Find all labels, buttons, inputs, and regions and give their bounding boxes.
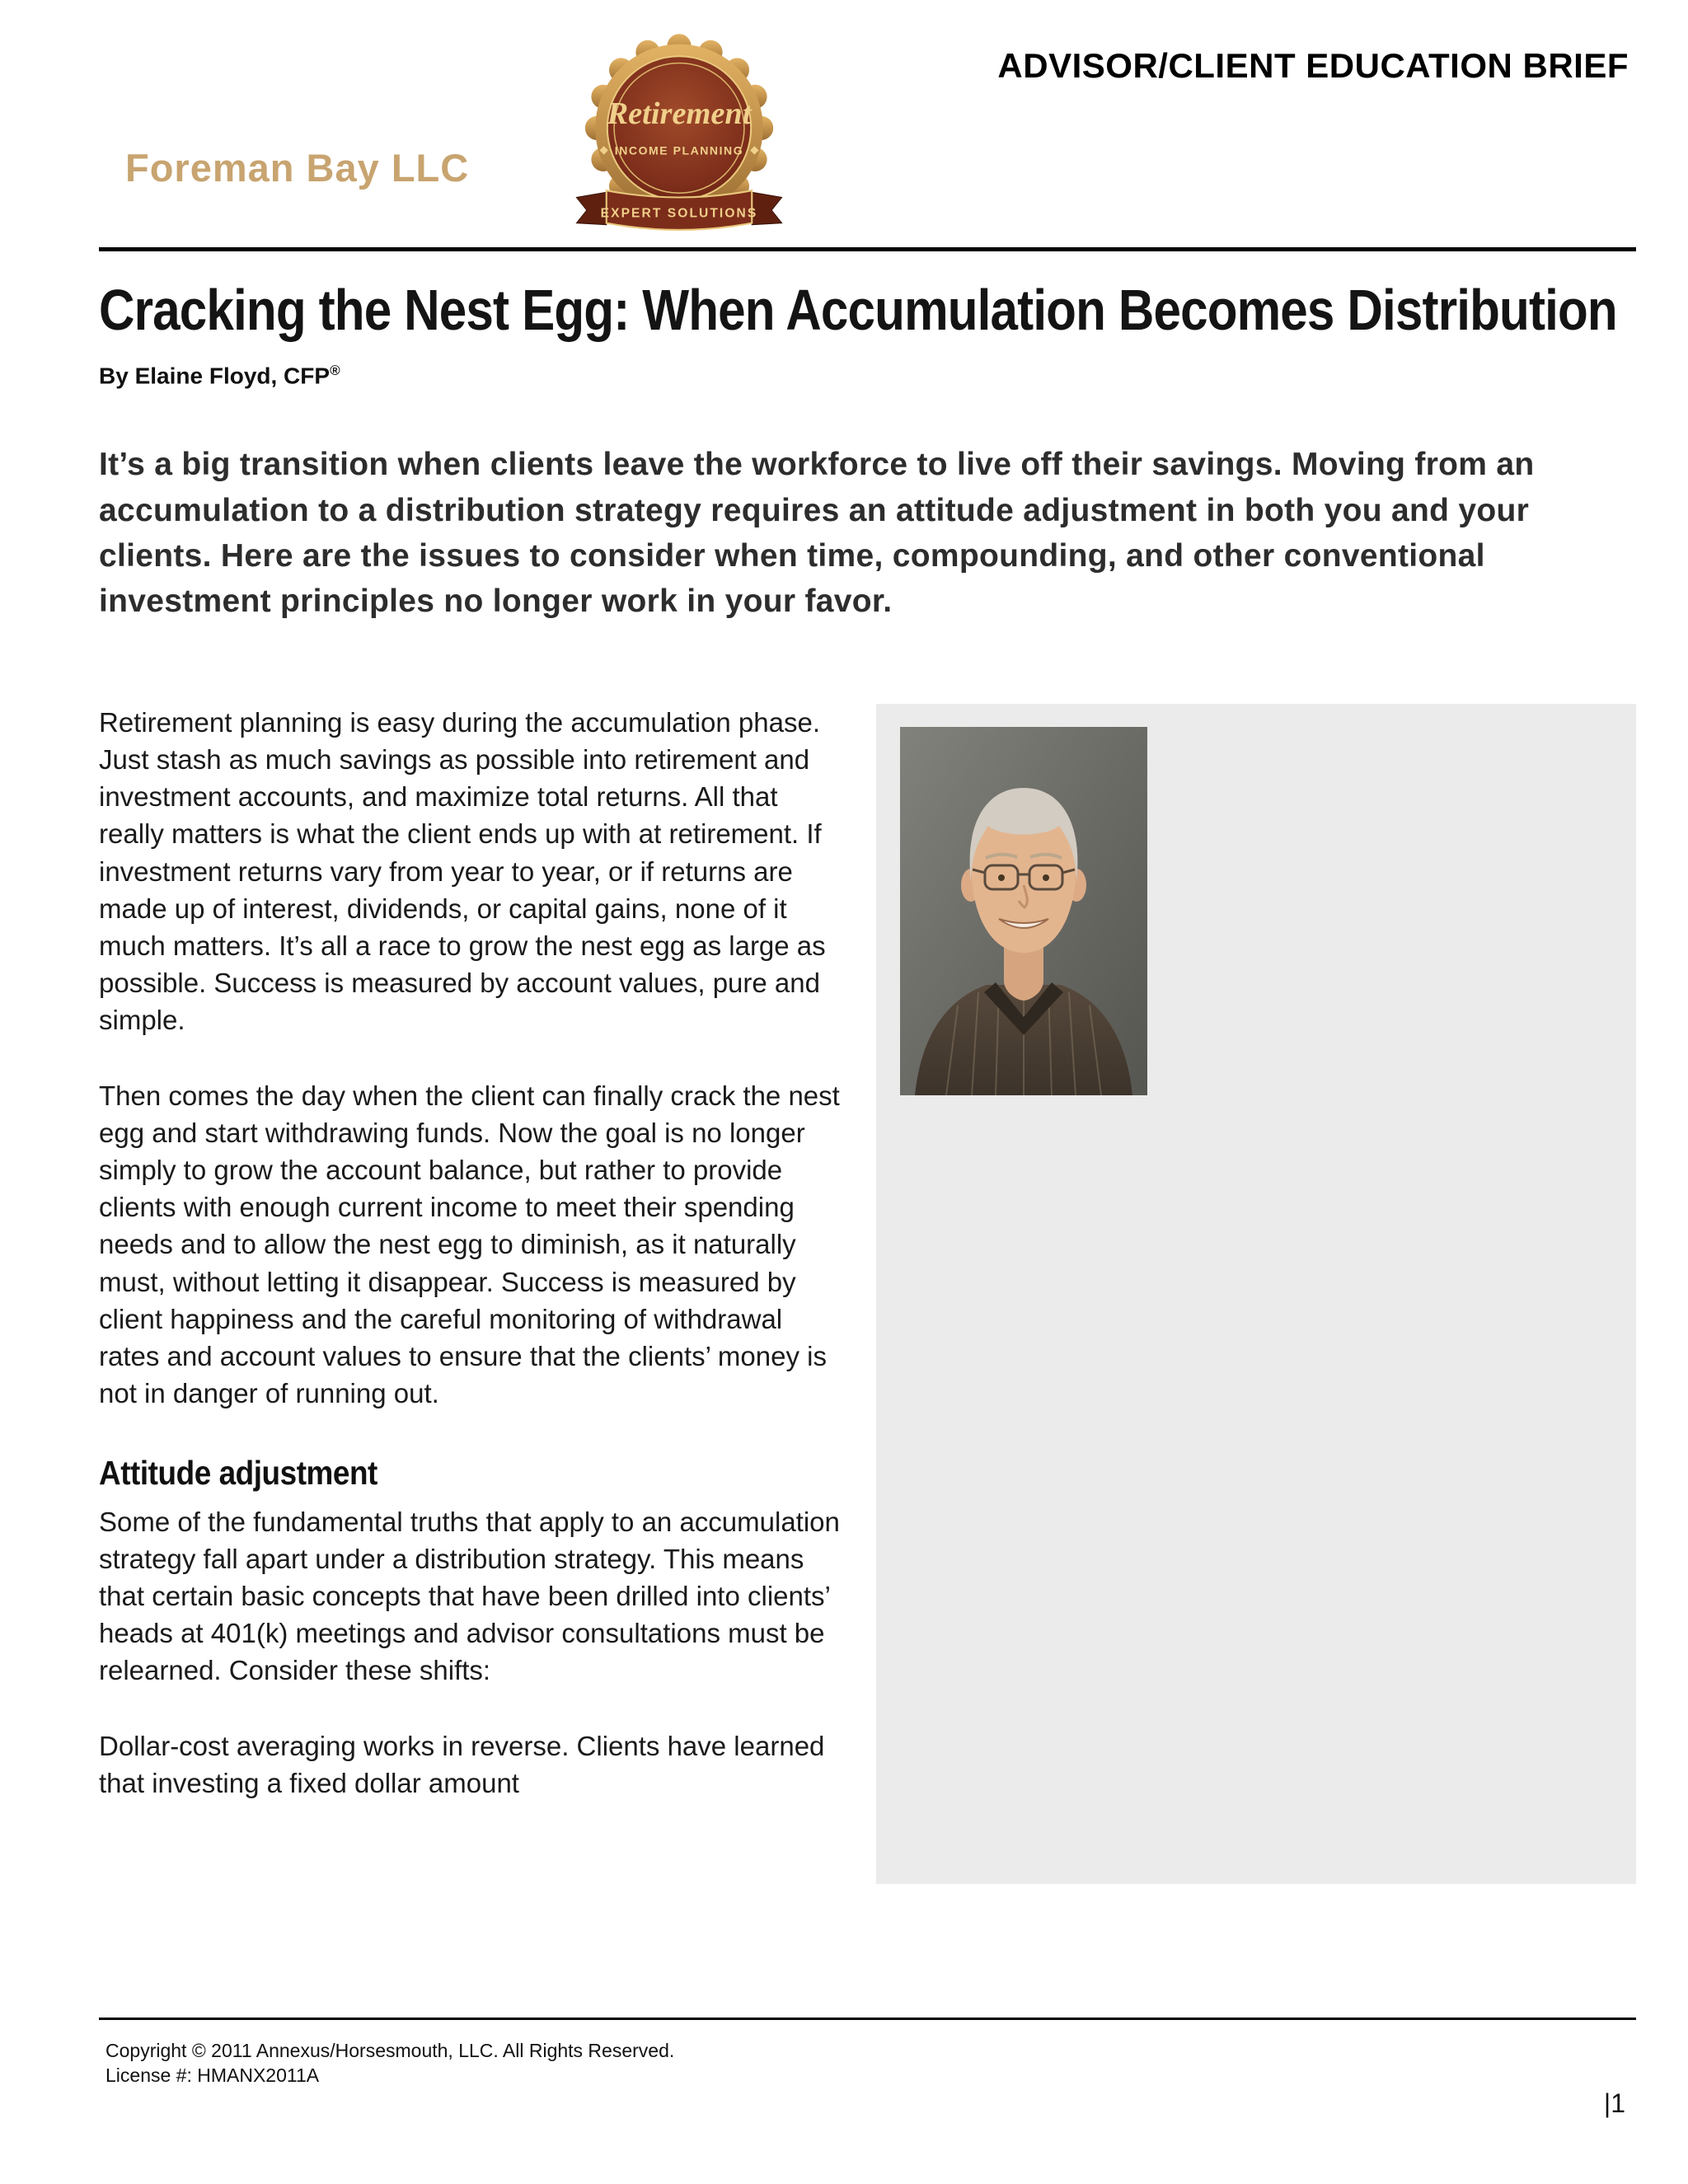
header-divider	[99, 247, 1636, 251]
sidebar-panel	[876, 704, 1636, 1884]
footer-divider	[99, 2018, 1636, 2020]
copyright-line: Copyright © 2011 Annexus/Horsesmouth, LLC. All Rights Reserved.	[106, 2040, 675, 2061]
article-title: Cracking the Nest Egg: When Accumulation Becomes Distribution	[99, 278, 1617, 342]
body-paragraph: Retirement planning is easy during the accumulation phase. Just stash as much savings as possible into retirement and investment accounts, and maximize total returns. All that really matters is what the client ends up with at retirement. If investment returns vary from year to year, or if returns are made up of interest, dividends, or capital gains, none of it much matters. It’s all a race to grow the nest egg as large as possible. Success is measured by account values, pure and simple.	[99, 706, 826, 1036]
badge-title: Retirement	[607, 96, 752, 132]
section-heading: Attitude adjustment	[99, 1454, 377, 1493]
company-name: Foreman Bay LLC	[125, 146, 470, 190]
badge-ribbon-text: EXPERT SOLUTIONS	[600, 206, 758, 221]
brief-label: ADVISOR/CLIENT EDUCATION BRIEF	[997, 46, 1629, 85]
byline-text: By Elaine Floyd, CFP	[99, 363, 331, 389]
footer-legal	[106, 2039, 674, 2088]
byline-registered-mark: ®	[330, 363, 340, 378]
license-line: License #: HMANX2011A	[106, 2064, 320, 2086]
body-paragraph: Some of the fundamental truths that apply to an accumulation strategy fall apart under a distribution strategy. This means that certain basic concepts that have been drilled into clients’ heads at 401(k) meetings and advisor consultations must be relearned. Consider these shifts:	[99, 1506, 840, 1686]
badge-subtitle: INCOME PLANNING	[614, 143, 744, 157]
body-text-column	[99, 704, 845, 1802]
retirement-badge-logo	[551, 30, 808, 254]
body-paragraph: Dollar-cost averaging works in reverse. Clients have learned that investing a fixed dollar amount	[99, 1730, 825, 1798]
body-paragraph: Then comes the day when the client can finally crack the nest egg and start withdrawing funds. Now the goal is no longer simply to grow the account balance, but rather to provide clients with enough current income to meet their spending needs and to allow the nest egg to diminish, as it naturally must, without letting it disappear. Success is measured by client happiness and the careful monitoring of withdrawal rates and account values to ensure that the clients’ money is not in danger of running out.	[99, 1080, 840, 1409]
intro-paragraph: It’s a big transition when clients leave the workforce to live off their savings. Moving from an accumulation to a distribution strategy requires an attitude adjustment in both you and your clients. Here are the issues to consider when time, compounding, and other conventional investment principles no longer work in your favor.	[99, 447, 1535, 620]
article	[99, 277, 1636, 1884]
author-photo	[899, 727, 1148, 1095]
page-number: |1	[1603, 2088, 1625, 2118]
body-columns	[99, 704, 1636, 1884]
byline	[99, 363, 1636, 389]
